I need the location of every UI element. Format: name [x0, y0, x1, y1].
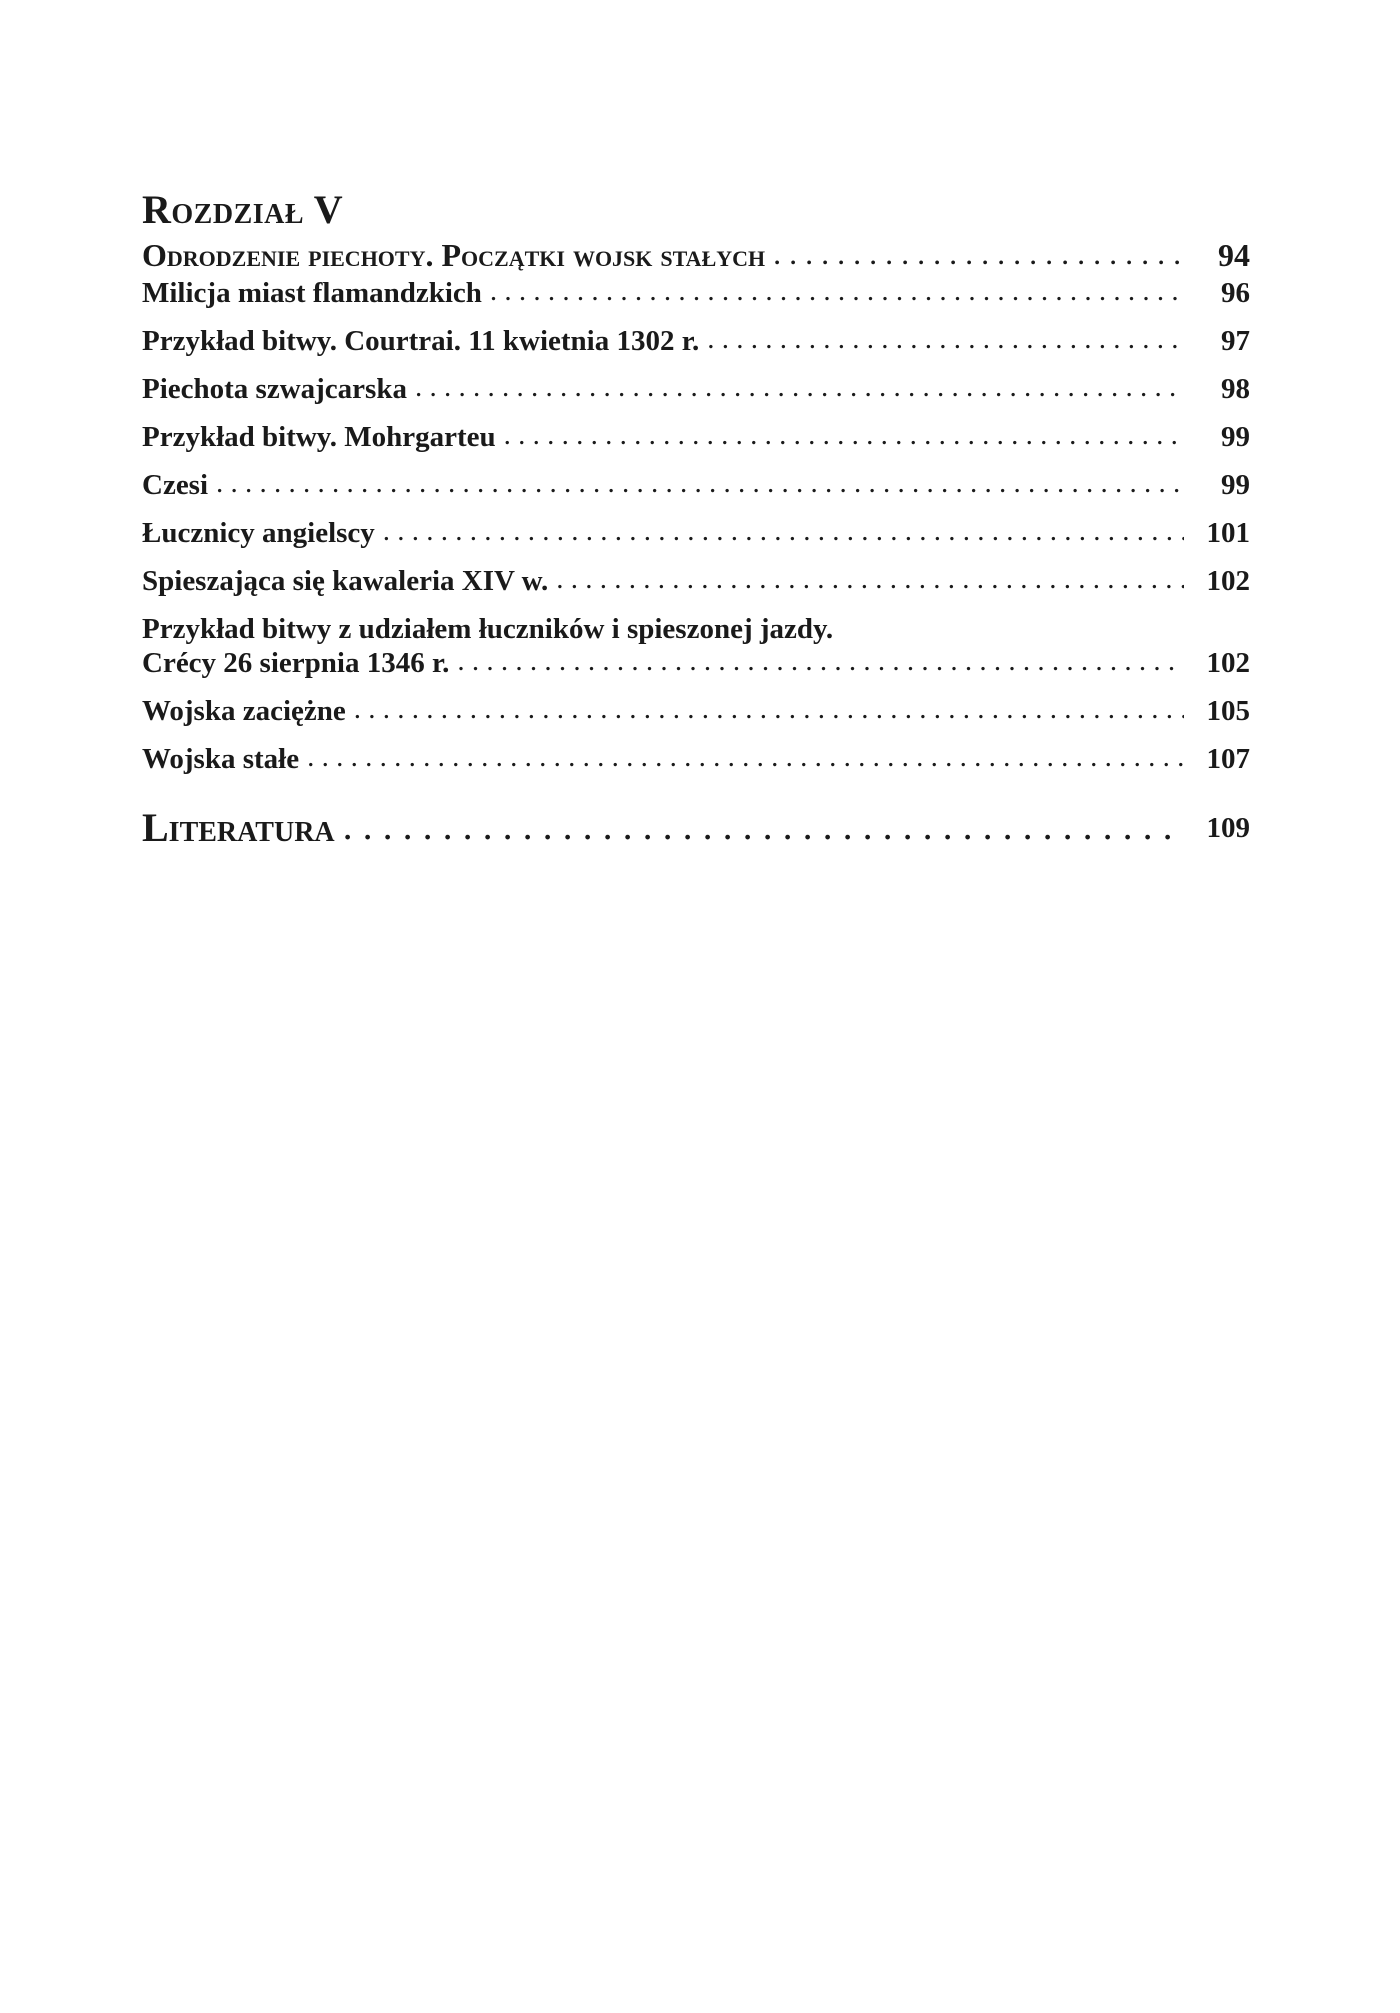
toc-entry-title: Milicja miast flamandzkich: [142, 277, 482, 309]
toc-page-number: 96: [1221, 277, 1250, 309]
dot-leader: [354, 692, 1184, 726]
toc-page-number: 102: [1206, 565, 1250, 597]
toc-section-row[interactable]: [142, 238, 1250, 272]
toc-entry[interactable]: [142, 742, 1250, 776]
toc-entry[interactable]: [142, 694, 1250, 728]
toc-entry-title: Łucznicy angielscy: [142, 517, 375, 549]
dot-leader: [707, 322, 1184, 356]
toc-entry-multiline[interactable]: [142, 612, 1250, 680]
toc-literatura-title: Literatura: [142, 805, 335, 850]
toc-entry-title: Przykład bitwy. Mohrgarteu: [142, 421, 496, 453]
toc-entry-title-line1: Przykład bitwy z udziałem łuczników i spieszonej jazdy.: [142, 613, 834, 645]
toc-page-number: 99: [1221, 421, 1250, 453]
dot-leader: [343, 804, 1184, 848]
toc-entry-title: Spieszająca się kawaleria XIV w.: [142, 565, 549, 597]
toc-page-number: 99: [1221, 469, 1250, 501]
toc-entry-title: Piechota szwajcarska: [142, 373, 407, 405]
dot-leader: [307, 740, 1184, 774]
toc-page-number: 102: [1206, 647, 1250, 679]
toc-entry[interactable]: [142, 324, 1250, 358]
table-of-contents: [142, 188, 1250, 850]
dot-leader: [457, 644, 1184, 678]
toc-page-number: 98: [1221, 373, 1250, 405]
toc-entry[interactable]: [142, 516, 1250, 550]
dot-leader: [415, 370, 1184, 404]
dot-leader: [490, 274, 1184, 308]
dot-leader: [383, 514, 1184, 548]
toc-entry[interactable]: [142, 468, 1250, 502]
chapter-heading: Rozdział V: [142, 187, 344, 232]
toc-entry-title: Czesi: [142, 469, 209, 501]
toc-entry-title: Wojska zaciężne: [142, 695, 346, 727]
toc-entry-last-line: [142, 646, 1250, 680]
toc-entry[interactable]: [142, 564, 1250, 598]
toc-entry-title: Przykład bitwy. Courtrai. 11 kwietnia 1302 r.: [142, 325, 700, 357]
dot-leader: [504, 418, 1184, 452]
toc-page-number: 107: [1206, 743, 1250, 775]
toc-entry[interactable]: [142, 372, 1250, 406]
toc-page-number: 105: [1206, 695, 1250, 727]
toc-entry[interactable]: [142, 420, 1250, 454]
dot-leader: [773, 236, 1184, 270]
toc-entry-title-line2: Crécy 26 sierpnia 1346 r.: [142, 647, 450, 679]
toc-page-number: 97: [1221, 325, 1250, 357]
toc-page-number: 109: [1206, 812, 1250, 844]
toc-page-number: 101: [1206, 517, 1250, 549]
toc-entry-title: Wojska stałe: [142, 743, 300, 775]
toc-literatura-row[interactable]: [142, 806, 1250, 850]
toc-entry[interactable]: [142, 276, 1250, 310]
dot-leader: [556, 562, 1184, 596]
toc-page-number: 94: [1218, 237, 1250, 273]
dot-leader: [216, 466, 1184, 500]
toc-section-title: Odrodzenie piechoty. Początki wojsk stałych: [142, 237, 766, 273]
